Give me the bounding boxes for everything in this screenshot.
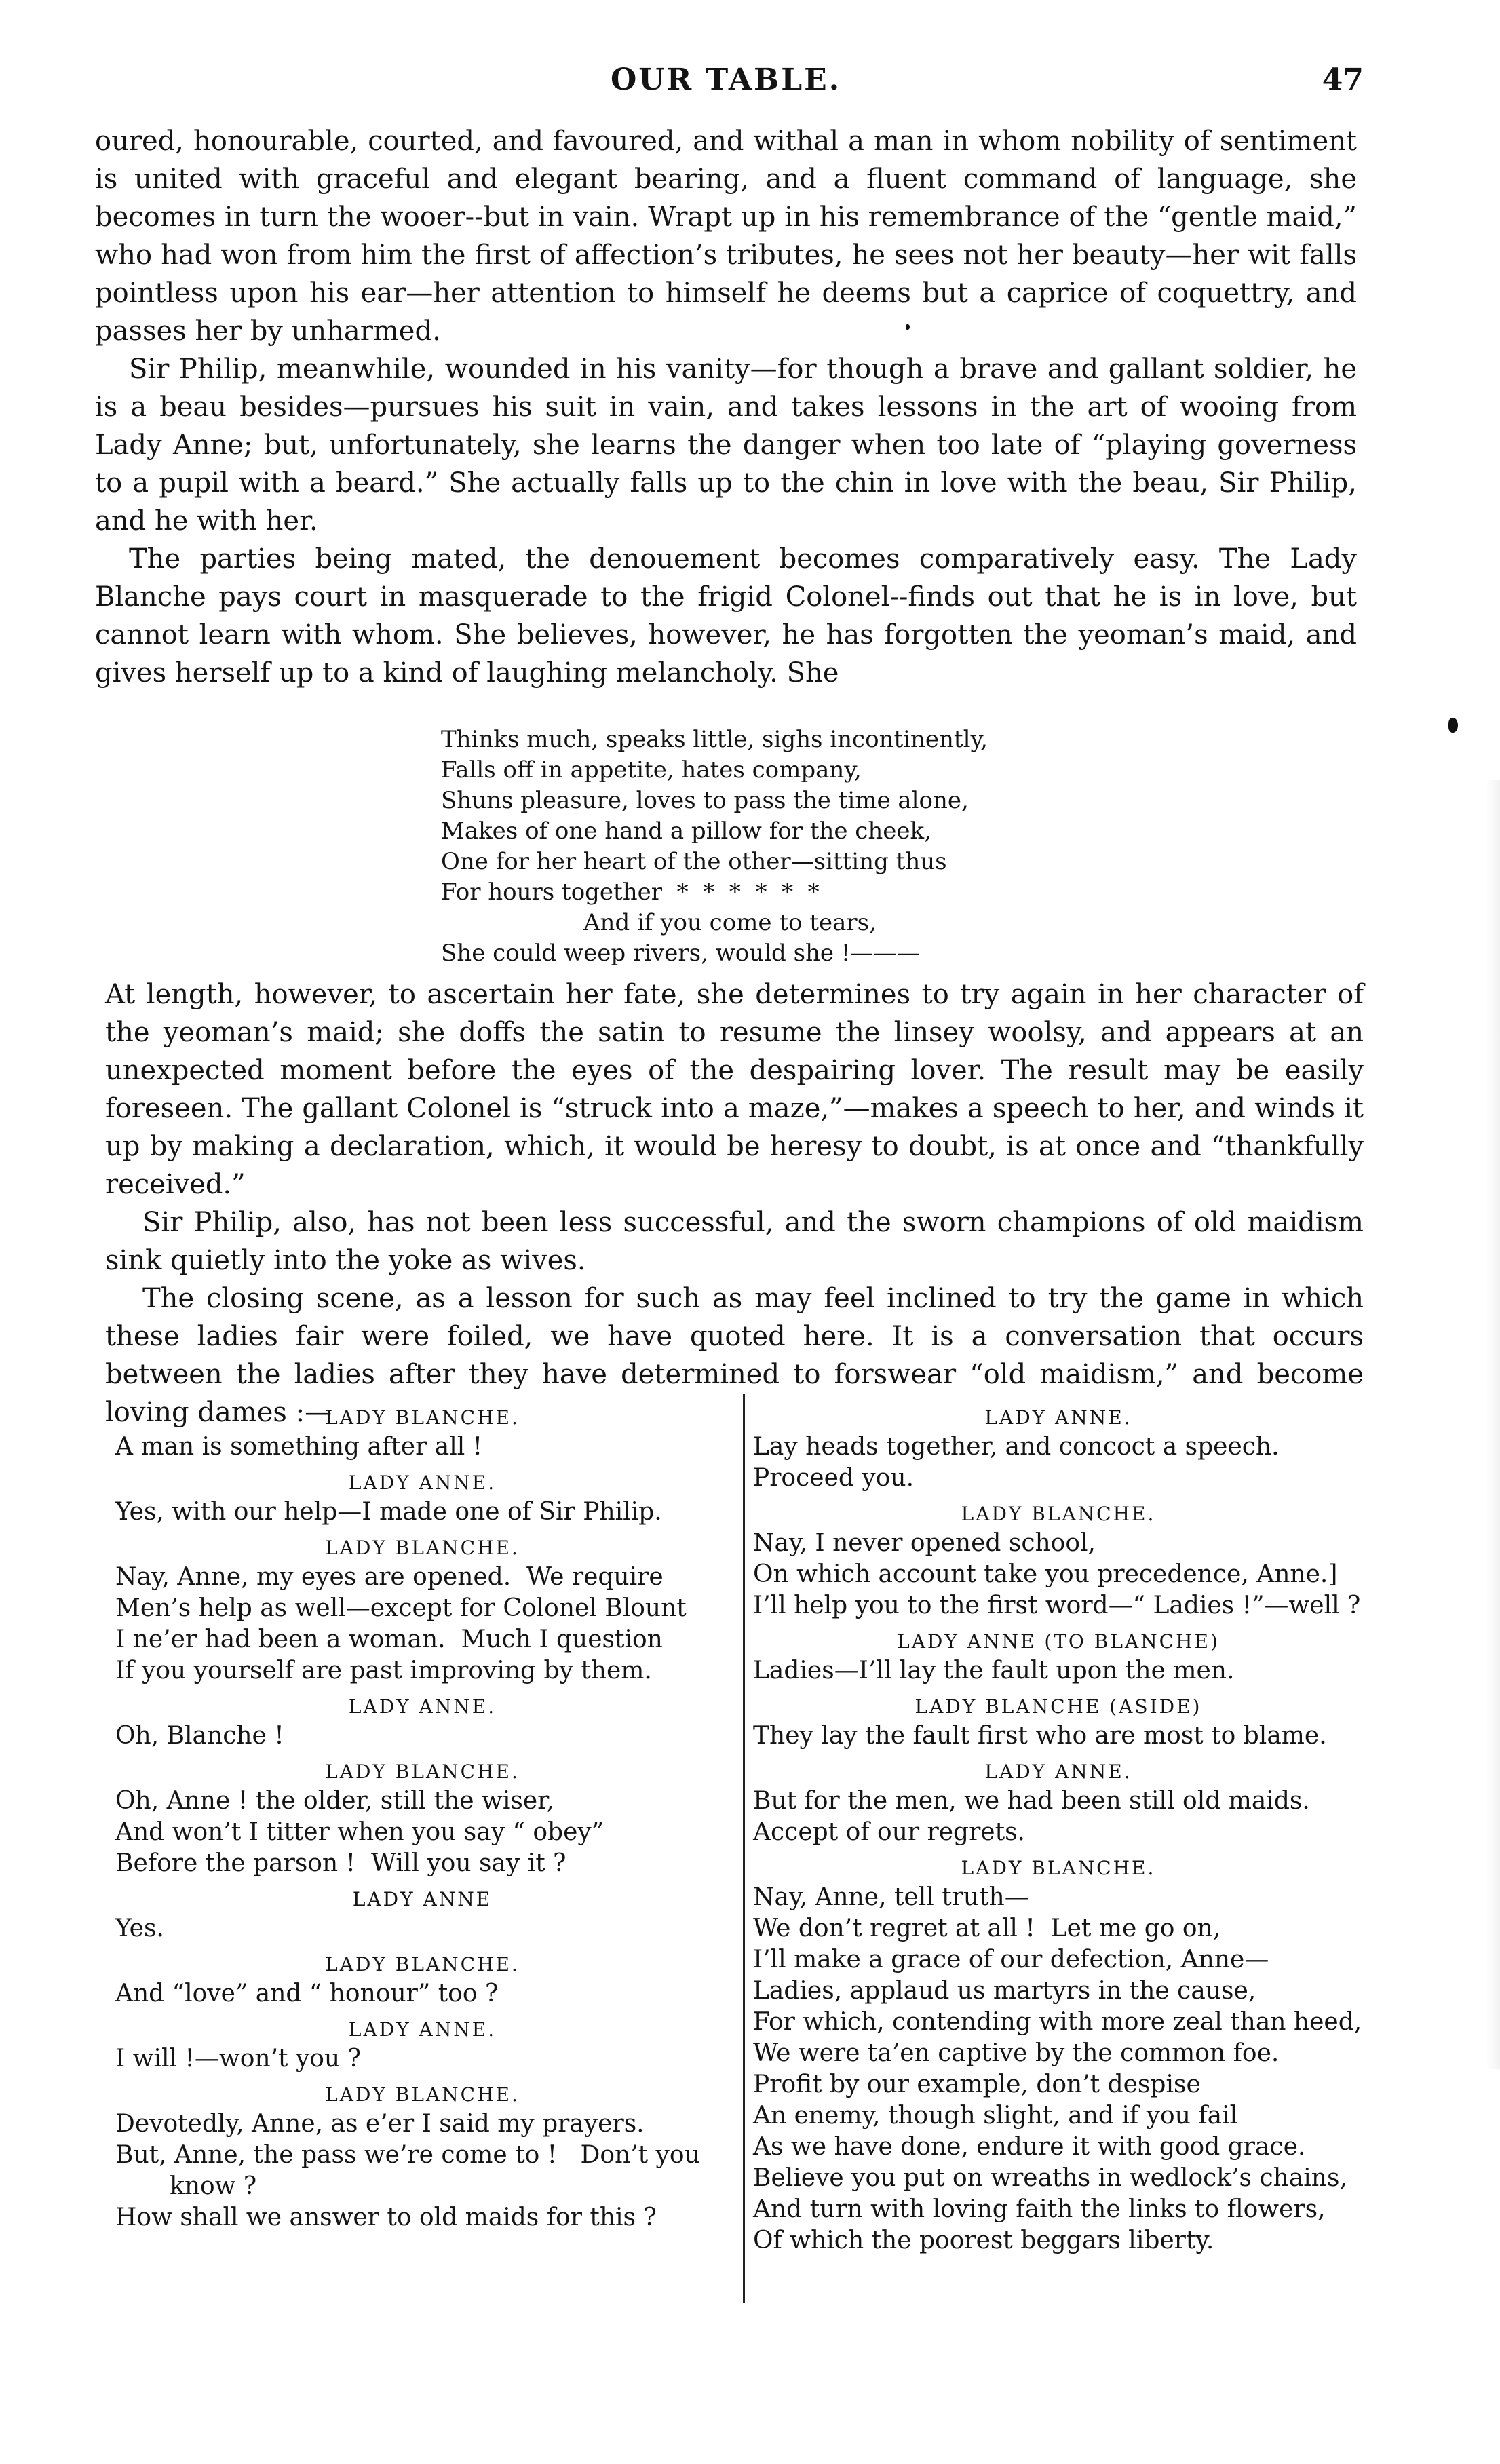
speech-line: We were ta’en captive by the common foe. [753,2039,1280,2067]
speech-line: And “love” and “ honour” too ? [115,1980,499,2007]
verse-line: Falls off in appetite, hates company, [441,756,862,784]
verse-line: She could weep rivers, would she !——— [441,940,920,967]
column-divider [743,1394,745,2303]
dialogue-right-column [753,1398,1364,2256]
speech [115,1720,729,1752]
page-edge-shadow [1485,780,1500,2069]
speaker-heading: LADY ANNE (TO BLANCHE) [897,1630,1220,1653]
speech [753,1528,1364,1621]
speech-line: An enemy, though slight, and if you fail [753,2102,1238,2130]
speech-line: I will !—won’t you ? [115,2045,361,2073]
speaker-heading: LADY BLANCHE. [325,1537,520,1559]
speech-line: On which account take you precedence, Anne.] [753,1560,1338,1588]
page-header [88,62,1364,110]
speech-line: Oh, Anne ! the older, still the wiser, [115,1787,554,1815]
dialogue-left-column [115,1398,729,2233]
paragraph: The parties being mated, the denouement becomes comparatively easy. The Lady Blanche pays court in masquerade to the frigid Colonel--finds out that he is in love, but cannot learn with whom. She believes, however, he has forgotten the yeoman’s maid, and gives herself up to a kind of laughing melancholy. She [95,543,1357,689]
speech [115,1786,729,1879]
speaker-heading: LADY ANNE. [984,1760,1132,1783]
speech-line: Devotedly, Anne, as e’er I said my prayers. [115,2110,645,2138]
ink-speck [1448,718,1458,733]
speech-line: Ladies, applaud us martyrs in the cause, [753,1977,1256,2005]
speech-line: As we have done, endure it with good grace. [753,2133,1306,2161]
speech-line: Nay, Anne, tell truth— [753,1883,1029,1911]
speech-line: They lay the fault first who are most to blame. [753,1722,1327,1750]
speaker-heading: LADY BLANCHE (ASIDE) [915,1695,1202,1718]
verse-quotation [441,725,988,969]
speech [753,1882,1364,2256]
speech-line: I’ll help you to the first word—“ Ladies !”—well ? [753,1592,1361,1619]
speaker-heading: LADY BLANCHE. [325,1760,520,1783]
body-text-middle [105,976,1364,1431]
speech-line: Yes, with our help—I made one of Sir Philip. [115,1498,662,1526]
speech-line: Accept of our regrets. [753,1818,1025,1846]
speech-line: know ? [170,2172,257,2200]
speech [753,1655,1364,1687]
body-text-top [95,122,1357,692]
speech-line: And won’t I titter when you say “ obey” [115,1818,604,1846]
speaker-heading: LADY BLANCHE. [325,1406,520,1429]
speech-line: Nay, I never opened school, [753,1529,1096,1557]
verse-line: And if you come to tears, [583,909,877,936]
page-number: 47 [1322,62,1364,97]
running-title: OUR TABLE. [610,62,842,97]
speaker-heading: LADY ANNE. [348,2018,497,2041]
speech-line: Before the parson ! Will you say it ? [115,1849,566,1877]
speech-line: Of which the poorest beggars liberty. [753,2227,1214,2254]
speech-line: But, Anne, the pass we’re come to ! Don’t you [115,2141,700,2169]
speech-line: Yes. [115,1914,164,1942]
speech-line: How shall we answer to old maids for this ? [115,2203,657,2231]
verse-line: Shuns pleasure, loves to pass the time alone, [441,787,969,814]
speaker-heading: LADY BLANCHE. [325,1953,520,1976]
speaker-heading: LADY BLANCHE. [961,1857,1156,1879]
speaker-heading: LADY ANNE. [348,1471,497,1494]
speech-line: If you yourself are past improving by them. [115,1657,652,1685]
speech [753,1786,1364,1848]
speech [115,2043,729,2075]
speech [115,1562,729,1687]
speech-line: A man is something after all ! [115,1433,483,1461]
speech [115,2109,729,2233]
speech-line: Men’s help as well—except for Colonel Blount [115,1594,687,1622]
speech-line: I’ll make a grace of our defection, Anne— [753,1946,1269,1974]
paragraph: Sir Philip, also, has not been less successful, and the sworn champions of old maidism sink quietly into the yoke as wives. [105,1207,1364,1276]
speech-line: We don’t regret at all ! Let me go on, [753,1914,1221,1942]
speaker-heading: LADY BLANCHE. [961,1503,1156,1525]
speaker-heading: LADY ANNE. [348,1695,497,1718]
speaker-heading: LADY BLANCHE. [325,2083,520,2106]
speech [753,1431,1364,1494]
ink-speck [906,324,910,330]
speech-line: For which, contending with more zeal than heed, [753,2008,1362,2036]
speech-line: Lay heads together, and concoct a speech. [753,1433,1280,1461]
speech-line: But for the men, we had been still old maids. [753,1787,1310,1815]
speaker-heading: LADY ANNE. [984,1406,1132,1429]
speech-line: And turn with loving faith the links to flowers, [753,2195,1326,2223]
verse-line: One for her heart of the other—sitting thus [441,848,947,875]
speech [115,1978,729,2009]
speech [115,1497,729,1528]
speech [115,1431,729,1463]
speech-line: Oh, Blanche ! [115,1722,284,1750]
paragraph: oured, honourable, courted, and favoured, and withal a man in whom nobility of sentiment is united with graceful and elegant bearing, and a fluent command of language, she becomes in turn the wooer--but in vain. Wrapt up in his remembrance of the “gentle maid,” who had won from him the first of affection’s tributes, he sees not her beauty—her wit falls pointless upon his ear—her attention to himself he deems but a caprice of coquettry, and passes her by unharmed. [95,126,1357,347]
verse-line: For hours together * * * * * * [441,879,820,906]
speech-line: I ne’er had been a woman. Much I question [115,1625,663,1653]
paragraph: Sir Philip, meanwhile, wounded in his vanity—for though a brave and gallant soldier, he is a beau besides—pursues his suit in vain, and takes lessons in the art of wooing from Lady Anne; but, unfortunately, she learns the danger when too late of “playing governess to a pupil with a beard.” She actually falls up to the chin in love with the beau, Sir Philip, and he with her. [95,353,1357,537]
speaker-heading: LADY ANNE [352,1888,493,1910]
speech-line: Believe you put on wreaths in wedlock’s chains, [753,2164,1347,2192]
paragraph: The closing scene, as a lesson for such as may feel inclined to try the game in which these ladies fair were foiled, we have quoted here. It is a conversation that occurs between the ladies after they have determined to forswear “old maidism,” and become loving dames :— [105,1283,1364,1428]
speech [115,1913,729,1944]
verse-line: Thinks much, speaks little, sighs incontinently, [441,726,988,753]
speech-line: Proceed you. [753,1464,915,1492]
speech [753,1720,1364,1752]
verse-line: Makes of one hand a pillow for the cheek, [441,817,931,845]
speech-line: Nay, Anne, my eyes are opened. We require [115,1563,664,1591]
paragraph: At length, however, to ascertain her fate, she determines to try again in her character of the yeoman’s maid; she doffs the satin to resume the linsey woolsy, and appears at an unexpected moment before the eyes of the despairing lover. The result may be easily foreseen. The gallant Colonel is “struck into a maze,”—makes a speech to her, and winds it up by making a declaration, which, it would be heresy to doubt, is at once and “thankfully received.” [105,979,1364,1200]
speech-line: Profit by our example, don’t despise [753,2071,1201,2098]
speech-line: Ladies—I’ll lay the fault upon the men. [753,1657,1235,1685]
